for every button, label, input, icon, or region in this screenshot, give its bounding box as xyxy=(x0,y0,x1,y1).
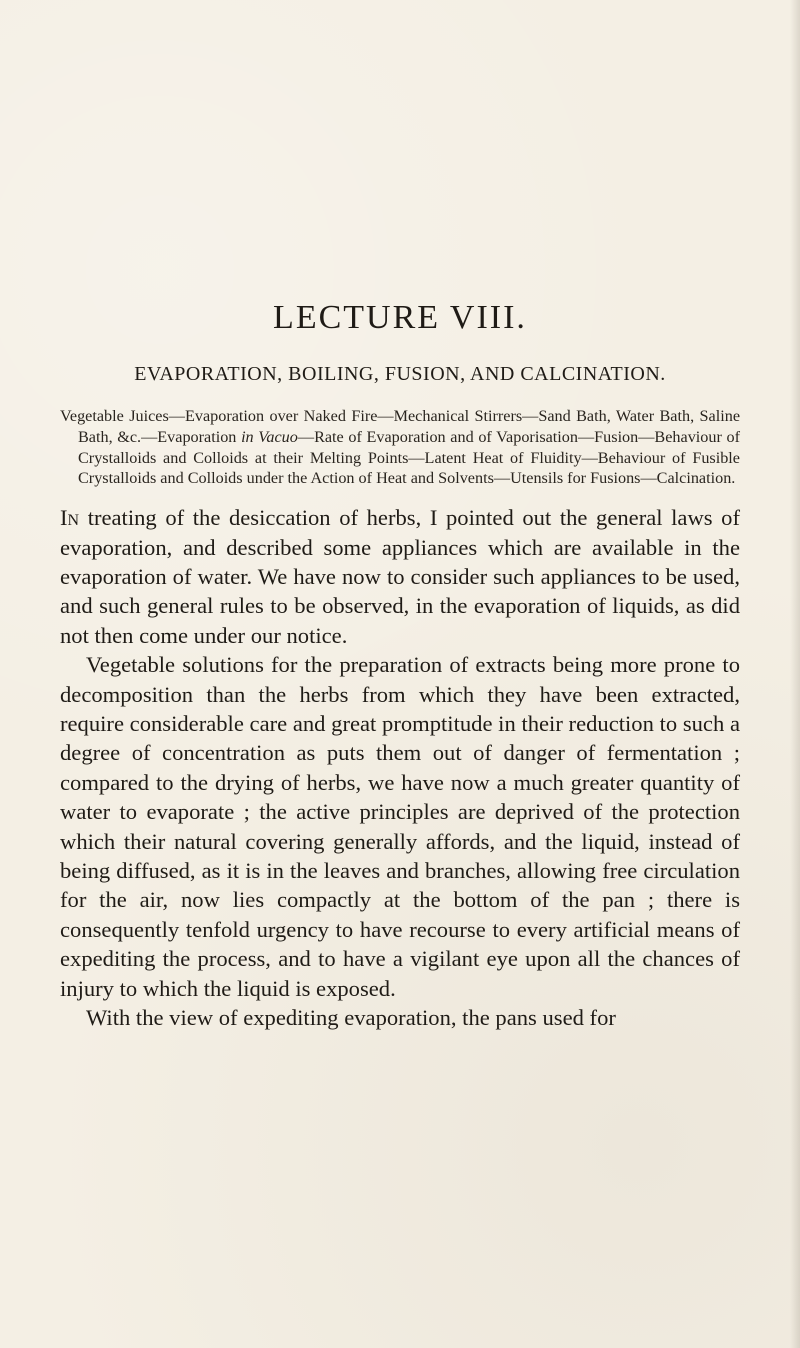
summary-part-1: Vegetable Juices—Evaporation over Naked Fire—Mechanical Stirrers—Sand Bath, Water Bath, Saline Bath, &c.—Evaporation xyxy=(60,407,740,446)
page-content xyxy=(60,298,740,1033)
paragraph-1-text: treating of the desiccation of herbs, I pointed out the general laws of evaporation, and described some appliances which are available in the evaporation of water. We have now to consider such appliances to be used, and such general rules to be observed, in the evaporation of liquids, as did not then come under our notice. xyxy=(60,505,740,648)
summary-part-2: —Rate of Evaporation and of Vaporisation—Fusion—Behaviour of Crystalloids and Colloids at their Melting Points—Latent Heat of Fluidity—Behaviour of Fusible Crystalloids and Colloids under the Action of Heat and Solvents—Utensils for Fusions—Calcination. xyxy=(78,427,741,488)
paragraph-1-lead: In xyxy=(60,505,80,531)
lecture-subtitle: EVAPORATION, BOILING, FUSION, AND CALCINATION. xyxy=(134,363,666,385)
summary-italic-term: in Vacuo xyxy=(241,427,298,446)
lecture-title: LECTURE VIII. xyxy=(273,299,527,336)
paragraph-2: Vegetable solutions for the preparation of extracts being more prone to decomposition than the herbs from which they have been extracted, require considerable care and great promptitude in their reduction to such a degree of concentration as puts them out of danger of fermentation ; compared to the drying of herbs, we have now a much greater quantity of water to evaporate ; the active principles are deprived of the protection which their natural covering generally affords, and the liquid, instead of being diffused, as it is in the leaves and branches, allowing free circulation for the air, now lies compactly at the bottom of the pan ; there is consequently tenfold urgency to have recourse to every artificial means of expediting the process, and to have a vigilant eye upon all the chances of injury to which the liquid is exposed. xyxy=(60,652,740,1001)
body-text xyxy=(60,503,740,1032)
paragraph-3: With the view of expediting evaporation, the pans used for xyxy=(86,1005,616,1031)
lecture-summary xyxy=(60,406,740,489)
paragraph-1 xyxy=(60,503,740,650)
page-edge-shadow xyxy=(790,0,800,1348)
